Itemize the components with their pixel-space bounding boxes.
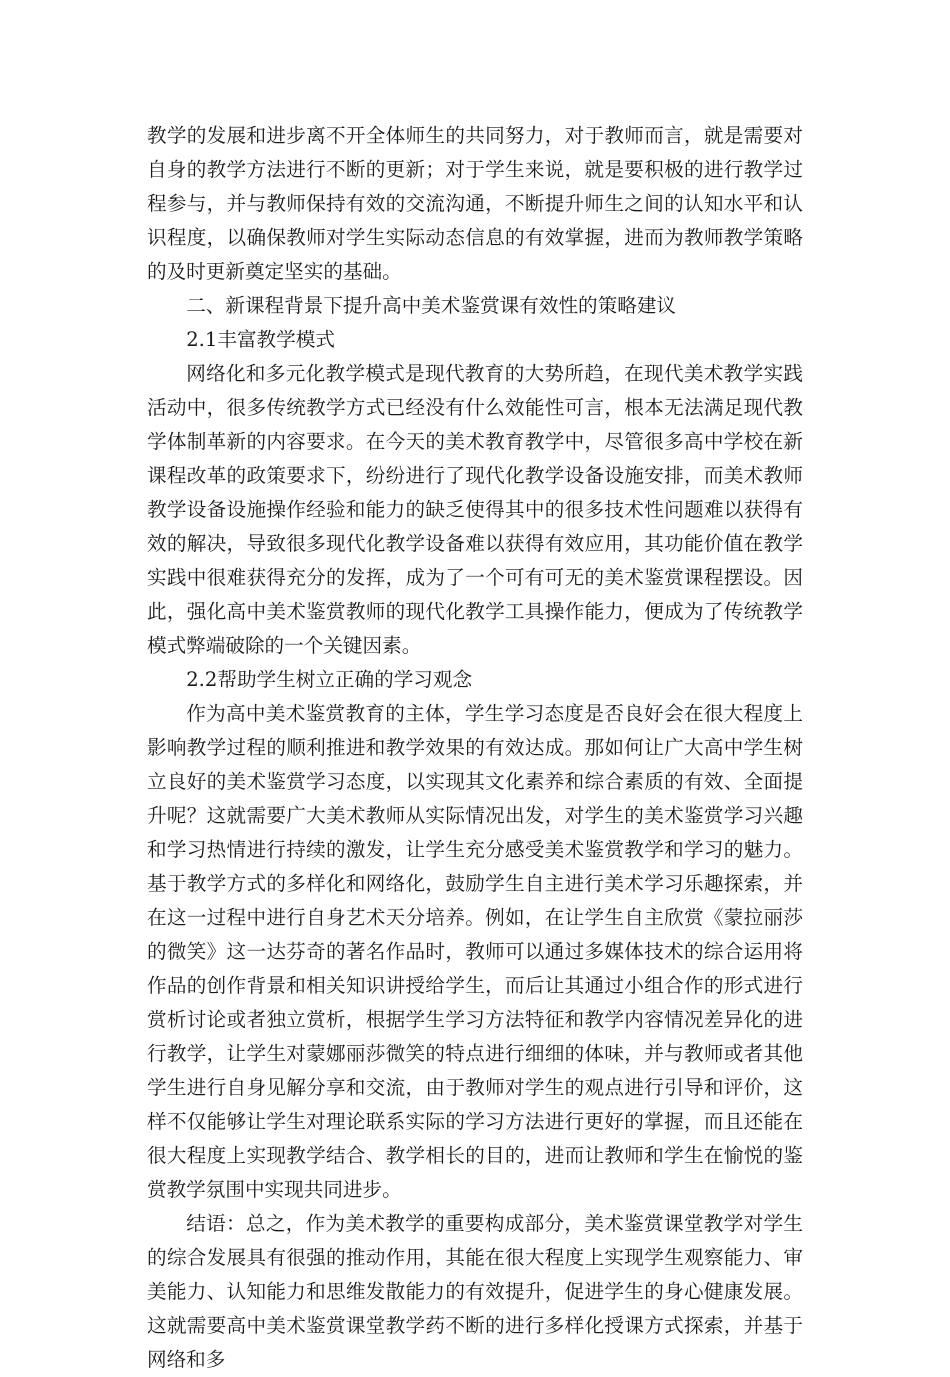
paragraph-conclusion: 结语：总之，作为美术教学的重要构成部分，美术鉴赏课堂教学对学生的综合发展具有很强的推动作用，其能在很大程度上实现学生观察能力、审美能力、认知能力和思维发散能力的有效提升，促进学生的身心健康发展。这就需要高中美术鉴赏课堂教学药不断的进行多样化授课方式探索，并基于网络和多 xyxy=(147,1212,803,1371)
subsection-heading-2-1: 2.1丰富教学模式 xyxy=(186,328,335,351)
section-heading: 二、新课程背景下提升高中美术鉴赏课有效性的策略建议 xyxy=(186,294,677,317)
paragraph-learning-attitude: 作为高中美术鉴赏教育的主体，学生学习态度是否良好会在很大程度上影响教学过程的顺利推进和教学效果的有效达成。那如何让广大高中学生树立良好的美术鉴赏学习态度，以实现其文化素养和综合素质的有效、全面提升呢？这就需要广大美术教师从实际情况出发，对学生的美术鉴赏学习兴趣和学习热情进行持续的激发，让学生充分感受美术鉴赏教学和学习的魅力。基于教学方式的多样化和网络化，鼓励学生自主进行美术学习乐趣探索，并在这一过程中进行自身艺术天分培养。例如，在让学生自主欣赏《蒙拉丽莎的微笑》这一达芬奇的著名作品时，教师可以通过多媒体技术的综合运用将作品的创作背景和相关知识讲授给学生，而后让其通过小组合作的形式进行赏析讨论或者独立赏析，根据学生学习方法特征和教学内容情况差异化的进行教学，让学生对蒙娜丽莎微笑的特点进行细细的体味，并与教师或者其他学生进行自身见解分享和交流，由于教师对学生的观点进行引导和评价，这样不仅能够让学生对理论联系实际的学习方法进行更好的掌握，而且还能在很大程度上实现教学结合、教学相长的目的，进而让教师和学生在愉悦的鉴赏教学氛围中实现共同进步。 xyxy=(147,702,803,1201)
paragraph-continuation: 教学的发展和进步离不开全体师生的共同努力，对于教师而言，就是需要对自身的教学方法进行不断的更新；对于学生来说，就是要积极的进行教学过程参与，并与教师保持有效的交流沟通，不断提升师生之间的认知水平和认识程度，以确保教师对学生实际动态信息的有效掌握，进而为教师教学策略的及时更新奠定坚实的基础。 xyxy=(147,124,803,283)
paragraph-teaching-modes: 网络化和多元化教学模式是现代教育的大势所趋，在现代美术教学实践活动中，很多传统教学方式已经没有什么效能性可言，根本无法满足现代教学体制革新的内容要求。在今天的美术教育教学中，尽管很多高中学校在新课程改革的政策要求下，纷纷进行了现代化教学设备设施安排，而美术教师教学设备设施操作经验和能力的缺乏使得其中的很多技术性问题难以获得有效的解决，导致很多现代化教学设备难以获得有效应用，其功能价值在教学实践中很难获得充分的发挥，成为了一个可有可无的美术鉴赏课程摆设。因此，强化高中美术鉴赏教师的现代化教学工具操作能力，便成为了传统教学模式弊端破除的一个关键因素。 xyxy=(147,362,803,657)
document-page xyxy=(147,119,803,1377)
subsection-heading-2-2: 2.2帮助学生树立正确的学习观念 xyxy=(186,668,473,691)
